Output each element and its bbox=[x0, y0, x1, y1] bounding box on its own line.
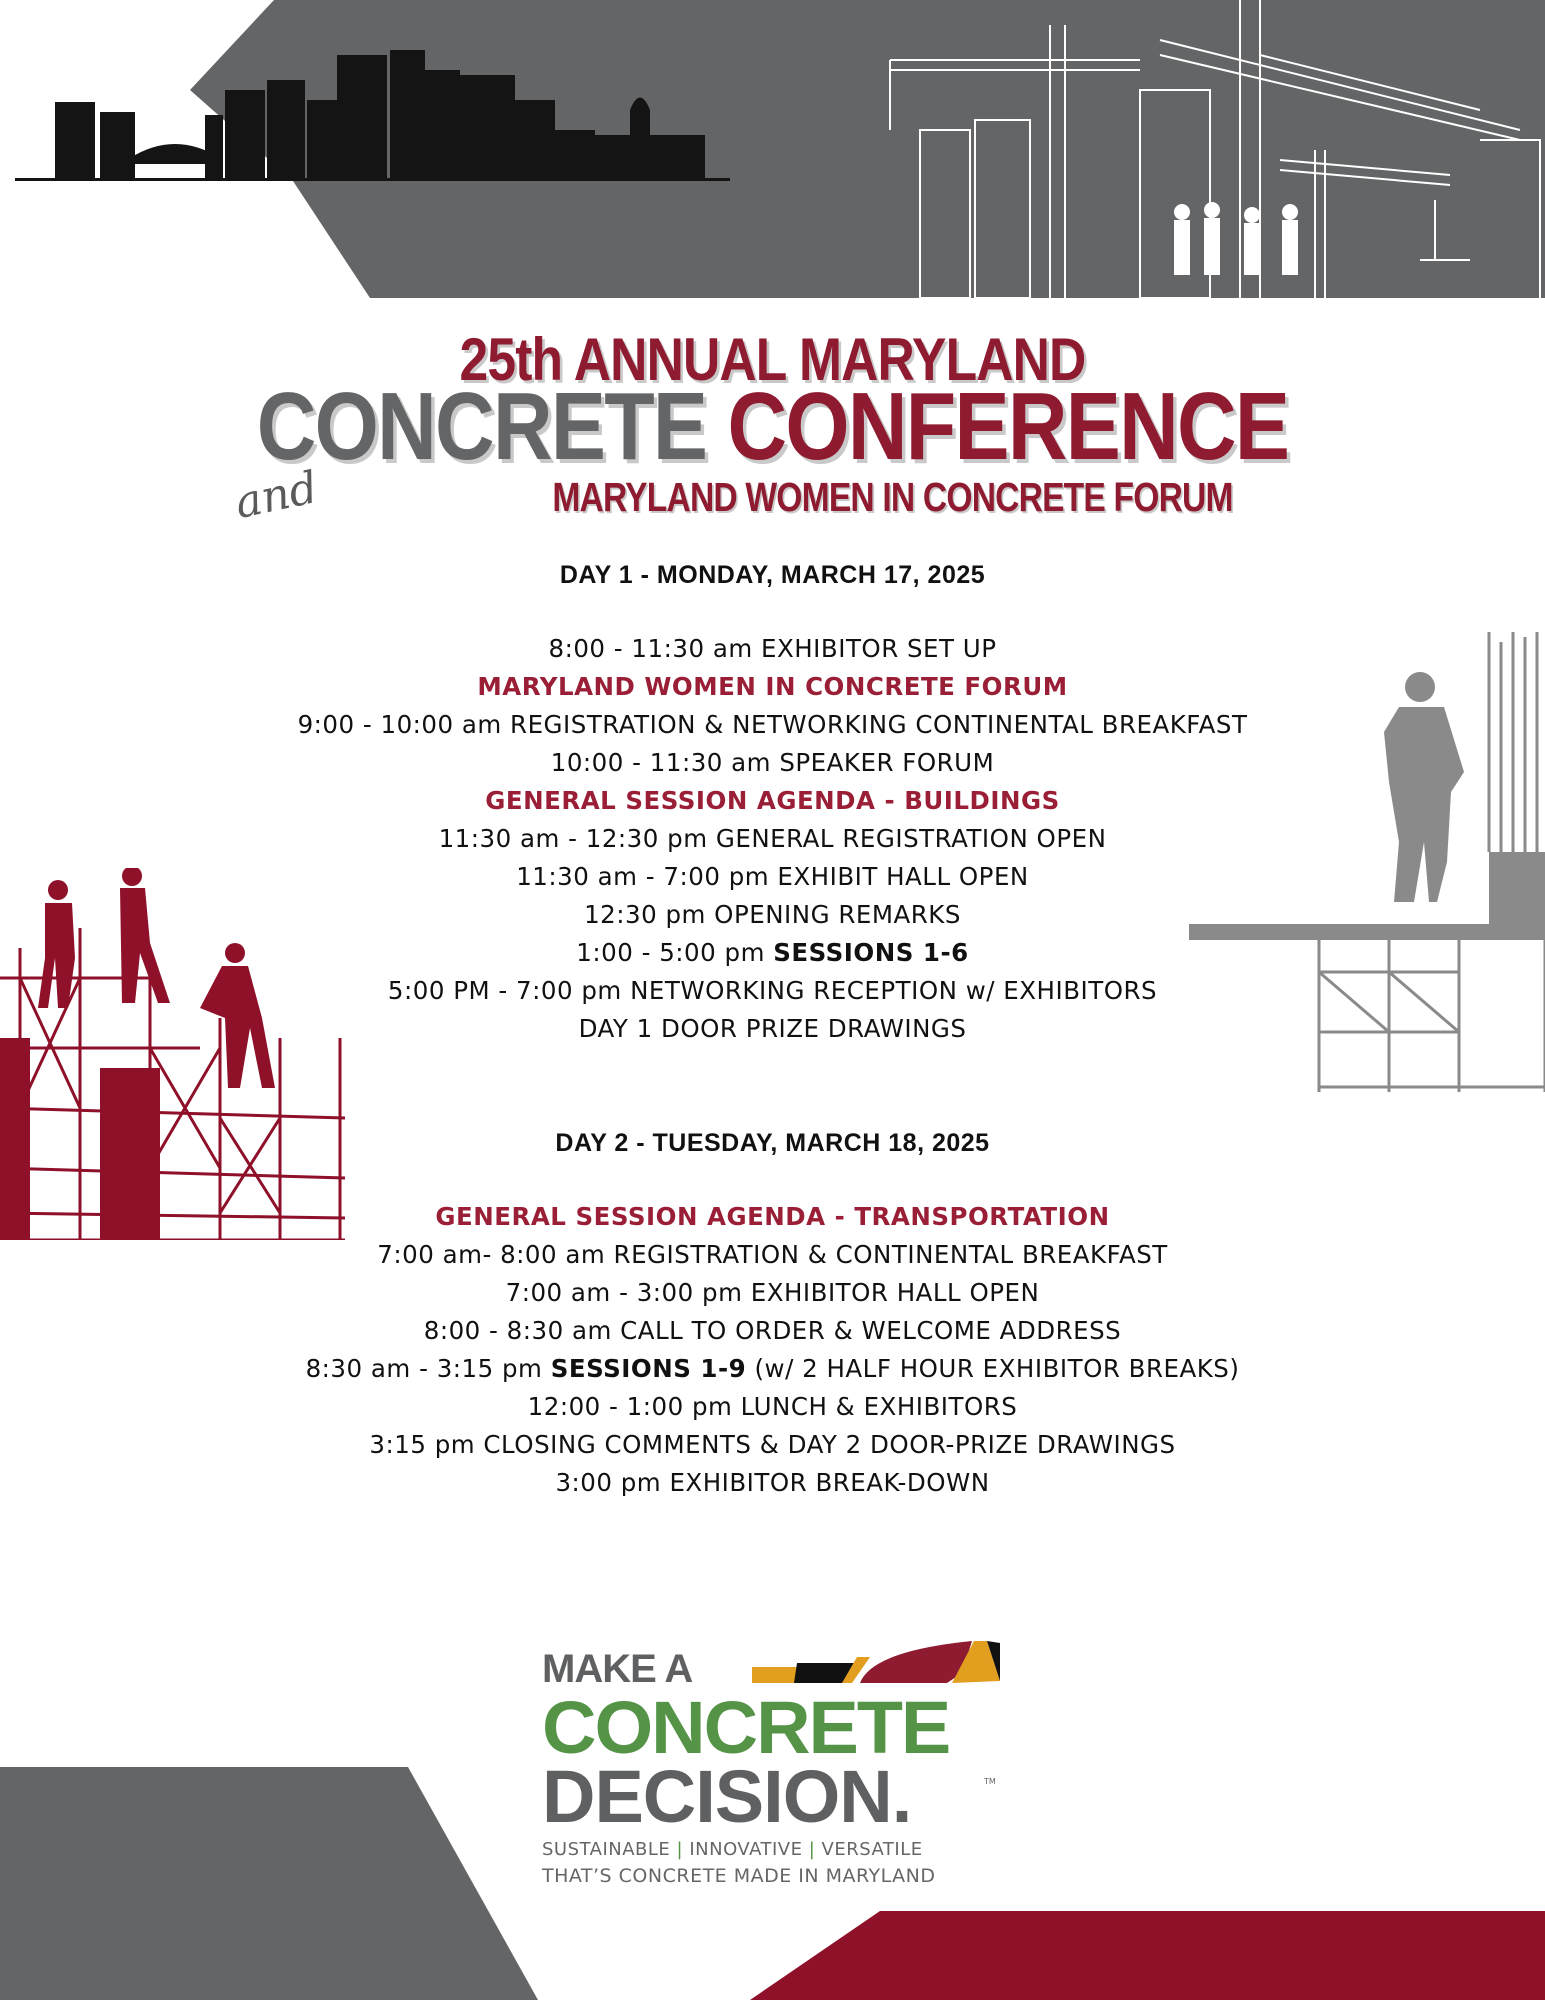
logo-tagline: THAT’S CONCRETE MADE IN MARYLAND bbox=[542, 1865, 936, 1887]
schedule-item: 11:30 am - 12:30 pm GENERAL REGISTRATION OPEN bbox=[438, 824, 1107, 853]
and-script-text: and bbox=[230, 461, 323, 530]
title-concrete: CONCRETE bbox=[256, 373, 707, 480]
schedule-item: 5:00 PM - 7:00 pm NETWORKING RECEPTION w/ EXHIBITORS bbox=[387, 976, 1158, 1005]
schedule-item: 12:30 pm OPENING REMARKS bbox=[584, 900, 961, 929]
schedule-note: (w/ 2 HALF HOUR EXHIBITOR BREAKS) bbox=[746, 1354, 1240, 1383]
maryland-flag-stripe-icon bbox=[752, 1633, 1000, 1693]
tag-separator: | bbox=[808, 1839, 816, 1860]
city-skyline-image bbox=[15, 40, 730, 185]
logo-decision: DECISION. bbox=[542, 1755, 912, 1838]
section-heading: MARYLAND WOMEN IN CONCRETE FORUM bbox=[477, 672, 1068, 701]
schedule-item: 9:00 - 10:00 am REGISTRATION & NETWORKING CONTINENTAL BREAKFAST bbox=[297, 710, 1248, 739]
sessions-label: SESSIONS 1-9 bbox=[550, 1354, 747, 1383]
schedule-item: 7:00 am- 8:00 am REGISTRATION & CONTINENTAL BREAKFAST bbox=[377, 1240, 1168, 1269]
make-a-concrete-decision-logo bbox=[542, 1627, 1002, 1889]
logo-trademark: TM bbox=[984, 1777, 996, 1786]
schedule-item bbox=[0, 1350, 1545, 1388]
section-heading: GENERAL SESSION AGENDA - BUILDINGS bbox=[485, 786, 1060, 815]
schedule-item: 3:15 pm CLOSING COMMENTS & DAY 2 DOOR-PRIZE DRAWINGS bbox=[369, 1430, 1176, 1459]
logo-make-a: MAKE A bbox=[542, 1647, 693, 1691]
footer-gray-shape bbox=[0, 1767, 540, 2000]
construction-cranes-image bbox=[860, 0, 1545, 298]
schedule-item: 11:30 am - 7:00 pm EXHIBIT HALL OPEN bbox=[516, 862, 1029, 891]
schedule-item: 12:00 - 1:00 pm LUNCH & EXHIBITORS bbox=[527, 1392, 1018, 1421]
title-conference: CONFERENCE bbox=[727, 373, 1289, 480]
tag-innovative: INNOVATIVE bbox=[689, 1839, 803, 1860]
worker-on-platform-image bbox=[1189, 632, 1545, 1092]
forum-subtitle: MARYLAND WOMEN IN CONCRETE FORUM bbox=[552, 474, 1233, 520]
tag-sustainable: SUSTAINABLE bbox=[542, 1839, 671, 1860]
scaffolding-workers-image bbox=[0, 868, 350, 1240]
tag-versatile: VERSATILE bbox=[821, 1839, 923, 1860]
schedule-item: 7:00 am - 3:00 pm EXHIBITOR HALL OPEN bbox=[505, 1278, 1040, 1307]
section-heading: GENERAL SESSION AGENDA - TRANSPORTATION bbox=[435, 1202, 1110, 1231]
schedule-time: 1:00 - 5:00 pm bbox=[576, 938, 774, 967]
logo-concrete: CONCRETE bbox=[542, 1686, 950, 1769]
logo-tagline-values bbox=[542, 1839, 923, 1860]
schedule-item: 10:00 - 11:30 am SPEAKER FORUM bbox=[550, 748, 995, 777]
conference-edition-title: 25th ANNUAL MARYLAND bbox=[459, 326, 1086, 393]
sessions-label: SESSIONS 1-6 bbox=[773, 938, 969, 967]
day2-heading: DAY 2 - TUESDAY, MARCH 18, 2025 bbox=[555, 1129, 990, 1157]
schedule-item: DAY 1 DOOR PRIZE DRAWINGS bbox=[578, 1014, 967, 1043]
schedule-item: 8:00 - 11:30 am EXHIBITOR SET UP bbox=[548, 634, 997, 663]
day1-heading: DAY 1 - MONDAY, MARCH 17, 2025 bbox=[559, 561, 986, 589]
footer-maroon-shape bbox=[750, 1911, 1545, 2000]
tag-separator: | bbox=[676, 1839, 684, 1860]
schedule-item: 8:00 - 8:30 am CALL TO ORDER & WELCOME ADDRESS bbox=[423, 1316, 1122, 1345]
schedule-item: 3:00 pm EXHIBITOR BREAK-DOWN bbox=[555, 1468, 990, 1497]
schedule-time: 8:30 am - 3:15 pm bbox=[305, 1354, 551, 1383]
